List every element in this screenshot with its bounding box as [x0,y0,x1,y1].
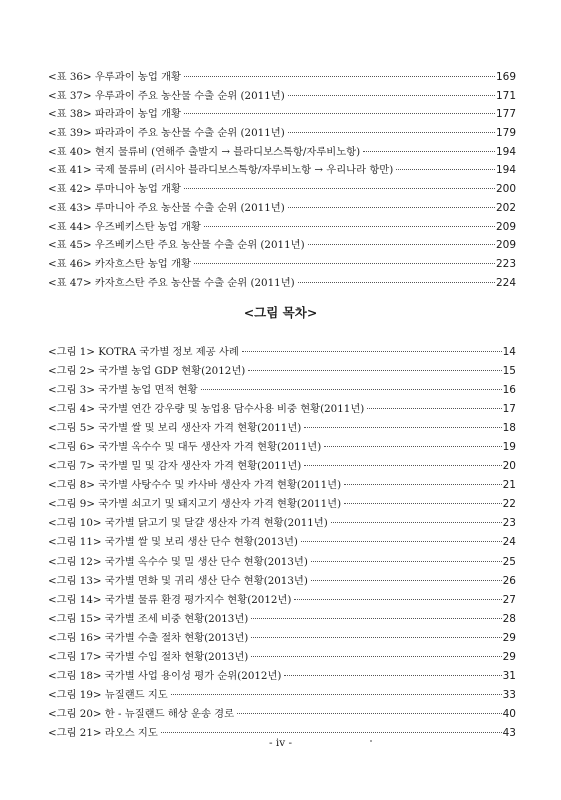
dot-leader [171,694,502,695]
toc-table-entry-page: 194 [495,164,516,177]
dot-leader [284,675,501,676]
toc-figure-entry[interactable] [48,381,516,400]
toc-figure-entry-page: 29 [502,650,516,663]
toc-figure-entry-page: 27 [502,593,516,606]
dot-leader [344,484,502,485]
dot-leader [311,561,502,562]
stray-dot [370,740,372,742]
toc-figure-entry[interactable] [48,419,516,438]
figures-heading: <그림 목차> [243,305,318,320]
toc-figure-entry-page: 20 [502,460,516,473]
dot-leader [204,226,495,227]
toc-table-entry-label: <표 45> 우즈베키스탄 주요 농산물 수출 순위 (2011년) [48,239,305,252]
toc-figure-entry-page: 29 [502,631,516,644]
toc-table-entry-page: 202 [495,201,516,214]
toc-figure-entry-label: <그림 14> 국가별 물류 환경 평가지수 현황(2012년) [48,593,292,606]
toc-table-entry[interactable] [48,87,516,106]
toc-table-entry[interactable] [48,161,516,180]
toc-figure-entry-page: 16 [502,384,516,397]
toc-table-entry-page: 209 [495,239,516,252]
dot-leader [367,408,501,409]
toc-table-entry-page: 194 [495,145,516,158]
toc-figure-entry-page: 26 [502,574,516,587]
toc-table-entry[interactable] [48,199,516,218]
toc-table-entry-label: <표 47> 카자흐스탄 주요 농산물 수출 순위 (2011년) [48,276,295,289]
toc-table-entry-label: <표 46> 카자흐스탄 농업 개황 [48,257,191,270]
toc-figure-entry-page: 23 [502,517,516,530]
toc-figure-entry[interactable] [48,667,516,686]
toc-figure-entry-page: 33 [502,688,516,701]
toc-figure-entry-page: 24 [502,536,516,549]
toc-figure-entry-page: 28 [502,612,516,625]
toc-figure-entry-page: 25 [502,555,516,568]
toc-figure-entry-label: <그림 2> 국가별 농업 GDP 현황(2012년) [48,365,246,378]
dot-leader [294,599,501,600]
toc-table-entry[interactable] [48,274,516,293]
toc-table-entry-label: <표 42> 루마니아 농업 개황 [48,183,181,196]
toc-table-entry-label: <표 40> 현지 물류비 (연해주 출발지 → 블라디보스톡항/자루비노항) [48,145,361,158]
dot-leader [324,446,501,447]
toc-figure-entry-page: 18 [502,422,516,435]
toc-table-entry[interactable] [48,105,516,124]
dot-leader [288,132,495,133]
toc-figure-entry-page: 22 [502,498,516,511]
toc-figure-entry-label: <그림 15> 국가별 조세 비중 현황(2013년) [48,612,249,625]
dot-leader [184,76,495,77]
toc-figure-entry-label: <그림 11> 국가별 쌀 및 보리 생산 단수 현황(2013년) [48,536,298,549]
dot-leader [288,207,495,208]
toc-figure-entry-page: 19 [502,441,516,454]
toc-figure-entry-label: <그림 10> 국가별 닭고기 및 달걀 생산자 가격 현황(2011년) [48,517,328,530]
toc-figure-entry-label: <그림 18> 국가별 사업 용이성 평가 순위(2012년) [48,669,282,682]
toc-figure-entry-label: <그림 5> 국가별 쌀 및 보리 생산자 가격 현황(2011년) [48,422,302,435]
dot-leader [298,282,495,283]
dot-leader [331,522,502,523]
toc-figure-entry-label: <그림 13> 국가별 면화 및 귀리 생산 단수 현황(2013년) [48,574,308,587]
toc-figure-entry-page: 21 [502,479,516,492]
toc-table-entry[interactable] [48,180,516,199]
dot-leader [242,351,502,352]
toc-figure-entry[interactable] [48,572,516,591]
toc-figure-entry-label: <그림 16> 국가별 수출 절차 현황(2013년) [48,631,249,644]
toc-figure-entry-label: <그림 1> KOTRA 국가별 정보 제공 사례 [48,346,239,358]
dot-leader [363,151,495,152]
toc-figure-entry-label: <그림 7> 국가별 밀 및 감자 생산자 가격 현황(2011년) [48,460,302,473]
toc-table-entry[interactable] [48,236,516,255]
toc-figure-entry-label: <그림 21> 라오스 지도 [48,726,158,739]
toc-figure-entry[interactable] [48,362,516,381]
dot-leader [184,113,495,114]
toc-figure-entry[interactable] [48,533,516,552]
toc-figure-entry[interactable] [48,553,516,572]
toc-figure-entry-page: 43 [502,726,516,739]
dot-leader [344,503,502,504]
dot-leader [194,263,495,264]
toc-figure-entry-page: 14 [502,346,516,358]
toc-table-entry[interactable] [48,124,516,143]
toc-table-entry-page: 169 [495,71,516,83]
toc-figure-entry[interactable] [48,438,516,457]
figure-list [48,343,516,743]
toc-figure-entry[interactable] [48,610,516,629]
toc-table-entry-label: <표 37> 우루과이 주요 농산물 수출 순위 (2011년) [48,89,285,102]
toc-figure-entry[interactable] [48,457,516,476]
toc-table-entry-page: 171 [495,89,516,102]
toc-table-entry-label: <표 39> 파라과이 주요 농산물 수출 순위 (2011년) [48,127,285,140]
toc-table-entry-page: 223 [495,257,516,270]
toc-figure-entry-label: <그림 6> 국가별 옥수수 및 대두 생산자 가격 현황(2011년) [48,441,322,454]
toc-table-entry-label: <표 41> 국제 물류비 (러시아 블라디보스톡항/자루비노항 → 우리나라 항만) [48,164,394,177]
toc-figure-entry-page: 15 [502,365,516,378]
dot-leader [201,389,502,390]
toc-figure-entry-label: <그림 3> 국가별 농업 면적 현황 [48,384,198,397]
toc-table-entry-page: 179 [495,127,516,140]
dot-leader [288,95,495,96]
dot-leader [184,188,495,189]
toc-figure-entry[interactable] [48,400,516,419]
toc-table-entry-page: 209 [495,220,516,233]
toc-table-entry-label: <표 43> 루마니아 주요 농산물 수출 순위 (2011년) [48,201,285,214]
toc-figure-entry[interactable] [48,686,516,705]
toc-table-entry-label: <표 36> 우루과이 농업 개황 [48,71,181,83]
toc-figure-entry[interactable] [48,514,516,533]
toc-figure-entry[interactable] [48,629,516,648]
toc-figure-entry-label: <그림 8> 국가별 사탕수수 및 카사바 생산자 가격 현황(2011년) [48,479,342,492]
toc-figure-entry[interactable] [48,343,516,362]
toc-figure-entry[interactable] [48,648,516,667]
dot-leader [248,370,501,371]
toc-table-entry-label: <표 38> 파라과이 농업 개황 [48,108,181,121]
dot-leader [251,618,501,619]
toc-figure-entry[interactable] [48,591,516,610]
toc-table-entry[interactable] [48,68,516,87]
dot-leader [308,244,495,245]
table-list [48,68,516,292]
toc-table-entry[interactable] [48,143,516,162]
dot-leader [251,656,501,657]
dot-leader [311,580,502,581]
toc-table-entry-page: 200 [495,183,516,196]
dot-leader [161,732,502,733]
toc-figure-entry[interactable] [48,705,516,724]
toc-figure-entry-page: 40 [502,707,516,720]
dot-leader [251,637,501,638]
page-number: - iv - [268,737,293,749]
toc-figure-entry-label: <그림 19> 뉴질랜드 지도 [48,688,168,701]
toc-figure-entry-page: 17 [502,403,516,416]
toc-table-entry-page: 177 [495,108,516,121]
dot-leader [396,169,495,170]
dot-leader [237,713,502,714]
dot-leader [304,465,501,466]
toc-figure-entry-label: <그림 4> 국가별 연간 강우량 및 농업용 담수사용 비중 현황(2011년) [48,403,365,416]
toc-table-entry-label: <표 44> 우즈베키스탄 농업 개황 [48,220,201,233]
dot-leader [304,427,501,428]
toc-figure-entry-label: <그림 12> 국가별 옥수수 및 밀 생산 단수 현황(2013년) [48,555,308,568]
toc-figure-entry-label: <그림 9> 국가별 쇠고기 및 돼지고기 생산자 가격 현황(2011년) [48,498,342,511]
toc-figure-entry-page: 31 [502,669,516,682]
toc-figure-entry[interactable] [48,495,516,514]
toc-figure-entry[interactable] [48,476,516,495]
toc-table-entry[interactable] [48,218,516,237]
dot-leader [301,541,502,542]
toc-figure-entry-label: <그림 20> 한 - 뉴질랜드 해상 운송 경로 [48,707,235,720]
toc-table-entry-page: 224 [495,276,516,289]
toc-table-entry[interactable] [48,255,516,274]
toc-figure-entry-label: <그림 17> 국가별 수입 절차 현황(2013년) [48,650,249,663]
